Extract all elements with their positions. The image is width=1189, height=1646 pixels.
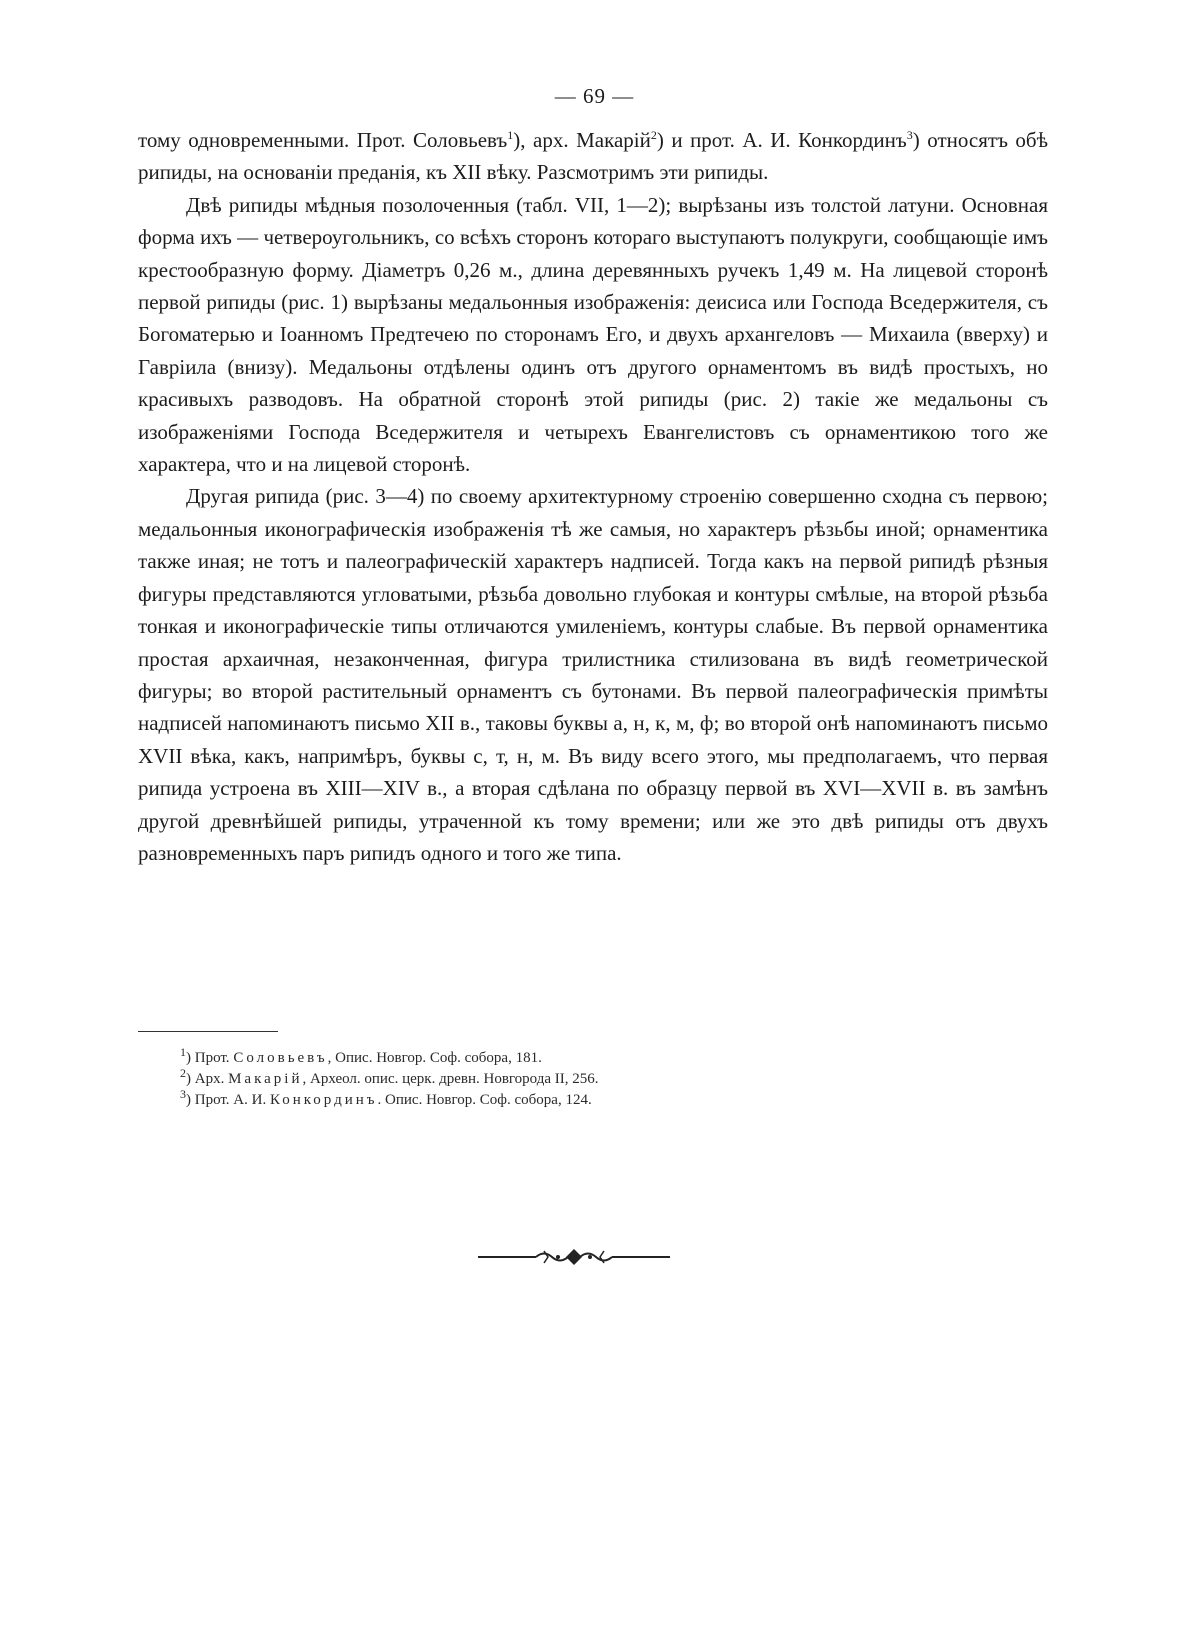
p1-text-d: ) относятъ обѣ рипиды, на основаніи преданія, къ XII вѣку. Разсмотримъ эти рипиды. <box>138 128 1048 185</box>
main-text <box>138 124 1048 869</box>
tailpiece-ornament-icon <box>474 1247 674 1267</box>
paragraph-1 <box>138 124 1048 189</box>
footnote-ref-3: 3 <box>906 128 913 142</box>
footnotes <box>180 1045 980 1111</box>
footnote-rest: , Археол. опис. церк. древн. Новгорода II, 256. <box>302 1071 599 1087</box>
footnote-mark: 2 <box>180 1066 186 1080</box>
footnote-mark: 1 <box>180 1045 186 1059</box>
footnote-divider <box>138 1031 278 1032</box>
footnote-author: Соловьевъ <box>233 1050 328 1066</box>
footnote-prefix: ) Прот. А. И. <box>186 1092 270 1108</box>
footnote-author: Макарій <box>228 1071 303 1087</box>
footnote-ref-1: 1 <box>507 128 514 142</box>
footnote-1 <box>180 1045 980 1069</box>
footnote-rest: . Опис. Новгор. Соф. собора, 124. <box>377 1092 592 1108</box>
page-number: — 69 — <box>554 84 635 108</box>
paragraph-3: Другая рипида (рис. 3—4) по своему архитектурному строенію совершенно сходна съ первою; медальонныя иконографическія изображенія тѣ же самыя, но характеръ рѣзьбы иной; орнаментика также иная; не тотъ и палеографическій характеръ надписей. Тогда какъ на первой рипидѣ рѣзныя фигуры представляются угловатыми, рѣзьба довольно глубокая и контуры смѣлые, на второй рѣзьба тонкая и иконографическіе типы отличаются умиленіемъ, контуры слабые. Въ первой орнаментика простая архаичная, незаконченная, фигура трилистника стилизована въ видѣ геометрической фигуры; во второй растительный орнаментъ съ бутонами. Въ первой палеографическія примѣты надписей напоминаютъ письмо XII в., таковы буквы а, н, к, м, ф; во второй онѣ напоминаютъ письмо XVII вѣка, какъ, напримѣръ, буквы с, т, н, м. Въ виду всего этого, мы предполагаемъ, что первая рипида устроена въ XIII—XIV в., а вторая сдѣлана по образцу первой въ XVI—XVII в. въ замѣнъ другой древнѣйшей рипиды, утраченной къ тому времени; или же это двѣ рипиды отъ двухъ разновременныхъ паръ рипидъ одного и того же типа. <box>138 484 1048 865</box>
footnote-prefix: ) Арх. <box>186 1071 229 1087</box>
paragraph-2: Двѣ рипиды мѣдныя позолоченныя (табл. VII, 1—2); вырѣзаны изъ толстой латуни. Основная форма ихъ — четвероугольникъ, со всѣхъ сторонъ котораго выступаютъ полукруги, сообщающіе имъ крестообразную форму. Діаметръ 0,26 м., длина деревянныхъ ручекъ 1,49 м. На лицевой сторонѣ первой рипиды (рис. 1) вырѣзаны медальонныя изображенія: деисиса или Господа Вседержителя, съ Богоматерью и Іоанномъ Предтечею по сторонамъ Его, и двухъ архангеловъ — Михаила (вверху) и Гавріила (внизу). Медальоны отдѣлены одинъ отъ другого орнаментомъ въ видѣ простыхъ, но красивыхъ разводовъ. На обратной сторонѣ этой рипиды (рис. 2) такіе же медальоны съ изображеніями Господа Вседержителя и четырехъ Евангелистовъ съ орнаментикою того же характера, что и на лицевой сторонѣ. <box>138 192 1048 477</box>
p1-text-a: тому одновременными. Прот. Соловьевъ <box>138 128 508 152</box>
footnote-author: Конкординъ <box>269 1092 378 1108</box>
p1-text-c: ) и прот. А. И. Конкординъ <box>656 128 907 152</box>
footnote-3 <box>180 1087 980 1111</box>
footnote-mark: 3 <box>180 1087 186 1101</box>
footnote-ref-2: 2 <box>650 128 657 142</box>
footnote-2 <box>180 1066 980 1090</box>
p1-text-b: ), арх. Макарій <box>513 128 651 152</box>
footnote-prefix: ) Прот. <box>186 1050 234 1066</box>
footnote-rest: , Опис. Новгор. Соф. собора, 181. <box>327 1050 542 1066</box>
